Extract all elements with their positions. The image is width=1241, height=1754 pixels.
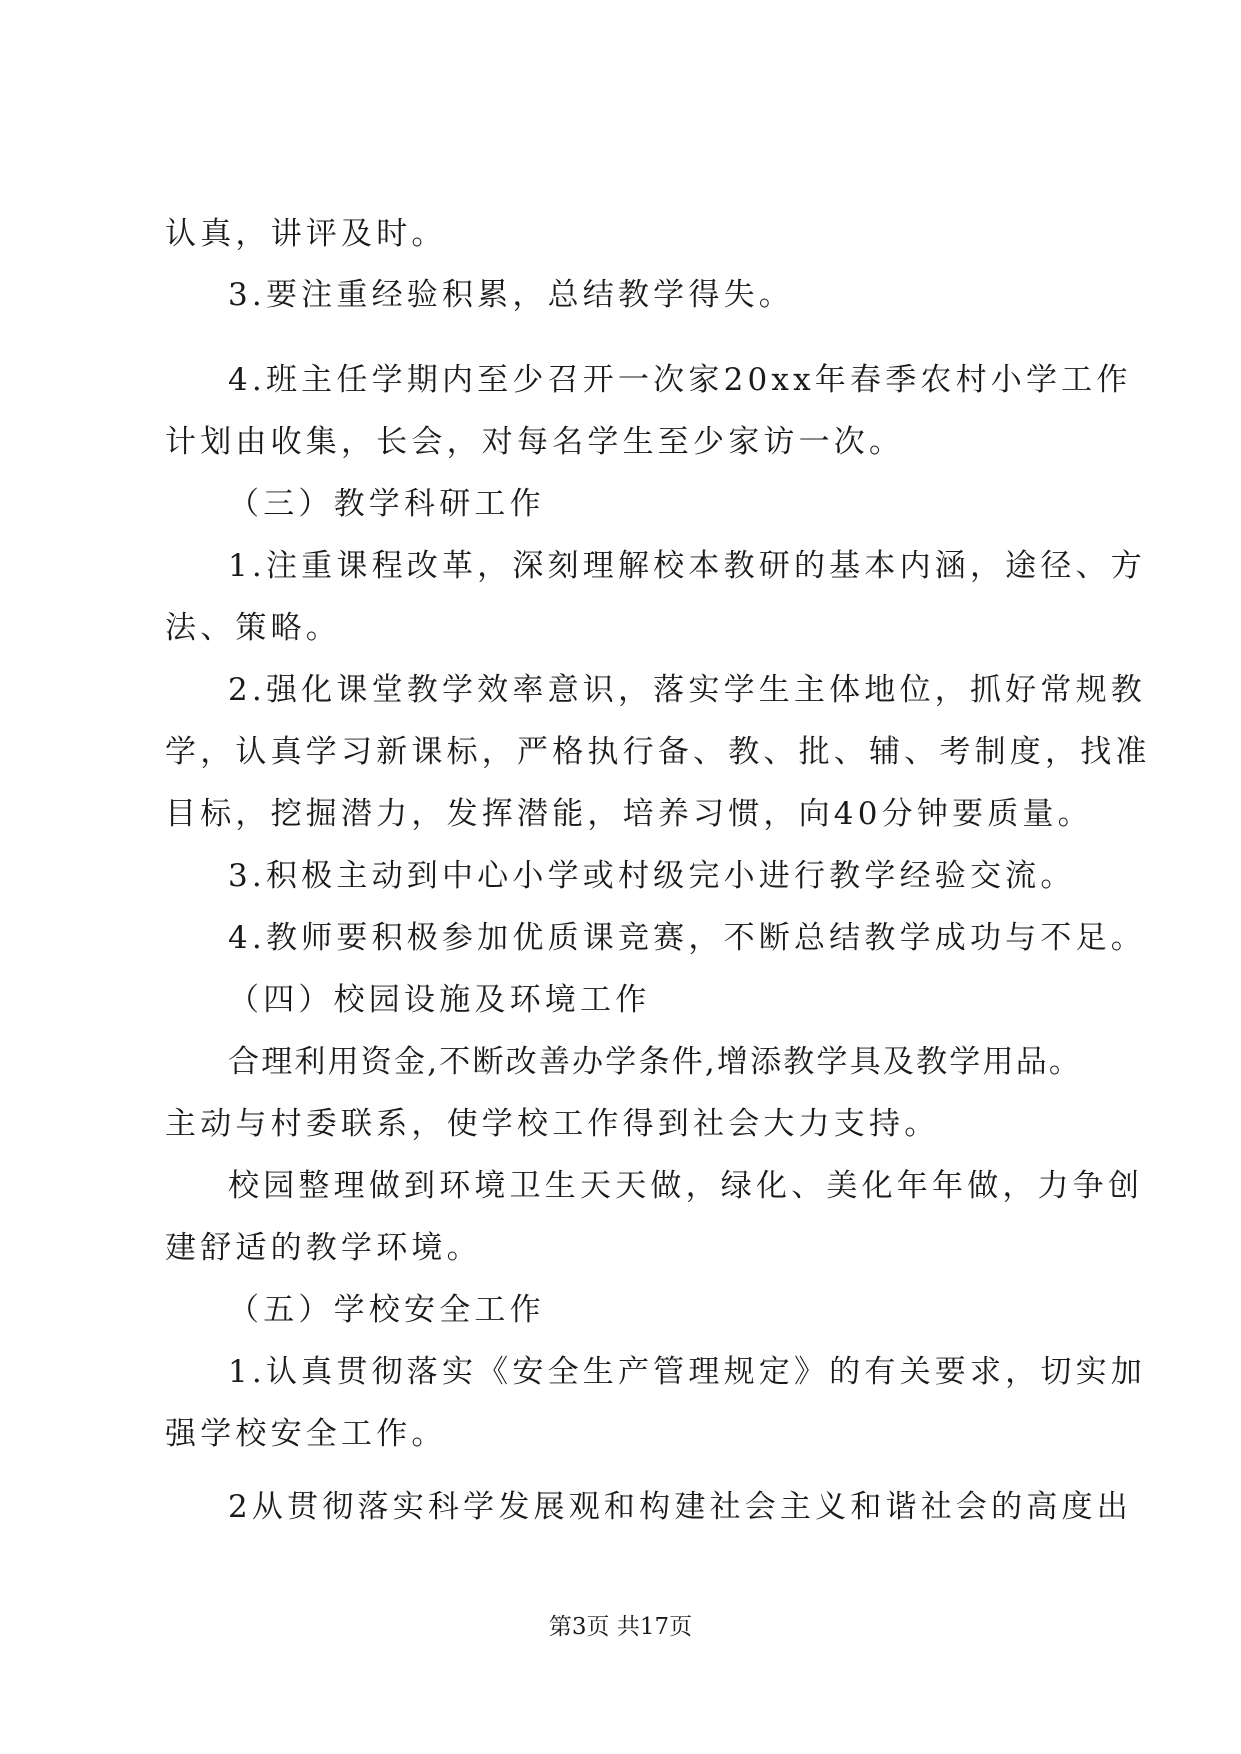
body-line: 合理利用资金,不断改善办学条件,增添教学具及教学用品。 [228,1044,1083,1080]
body-line: 4.班主任学期内至少召开一次家20xx年春季农村小学工作 [228,362,1132,398]
body-line: 2.强化课堂教学效率意识，落实学生主体地位，抓好常规教 [228,672,1146,708]
section-heading: （五）学校安全工作 [228,1292,545,1328]
page-number-footer: 第3页 共17页 [548,1614,693,1640]
body-line: 目标，挖掘潜力，发挥潜能，培养习惯，向40分钟要质量。 [165,796,1093,832]
body-line: 2从贯彻落实科学发展观和构建社会主义和谐社会的高度出 [228,1489,1132,1525]
body-line: 1.认真贯彻落实《安全生产管理规定》的有关要求，切实加 [228,1354,1146,1390]
body-line: 校园整理做到环境卫生天天做，绿化、美化年年做，力争创 [228,1168,1144,1204]
section-heading: （三）教学科研工作 [228,486,545,522]
body-line: 主动与村委联系，使学校工作得到社会大力支持。 [165,1106,940,1142]
body-line: 计划由收集，长会，对每名学生至少家访一次。 [165,424,905,460]
body-line: 学，认真学习新课标，严格执行备、教、批、辅、考制度，找准 [165,734,1151,770]
section-heading: （四）校园设施及环境工作 [228,982,651,1018]
body-line: 强学校安全工作。 [165,1416,447,1452]
body-line: 认真，讲评及时。 [165,216,447,252]
body-line: 建舒适的教学环境。 [165,1230,482,1266]
body-line: 4.教师要积极参加优质课竞赛，不断总结教学成功与不足。 [228,920,1146,956]
body-line: 1.注重课程改革，深刻理解校本教研的基本内涵，途径、方 [228,548,1146,584]
body-line: 法、策略。 [165,610,341,646]
body-line: 3.要注重经验积累，总结教学得失。 [228,277,794,313]
body-line: 3.积极主动到中心小学或村级完小进行教学经验交流。 [228,858,1076,894]
